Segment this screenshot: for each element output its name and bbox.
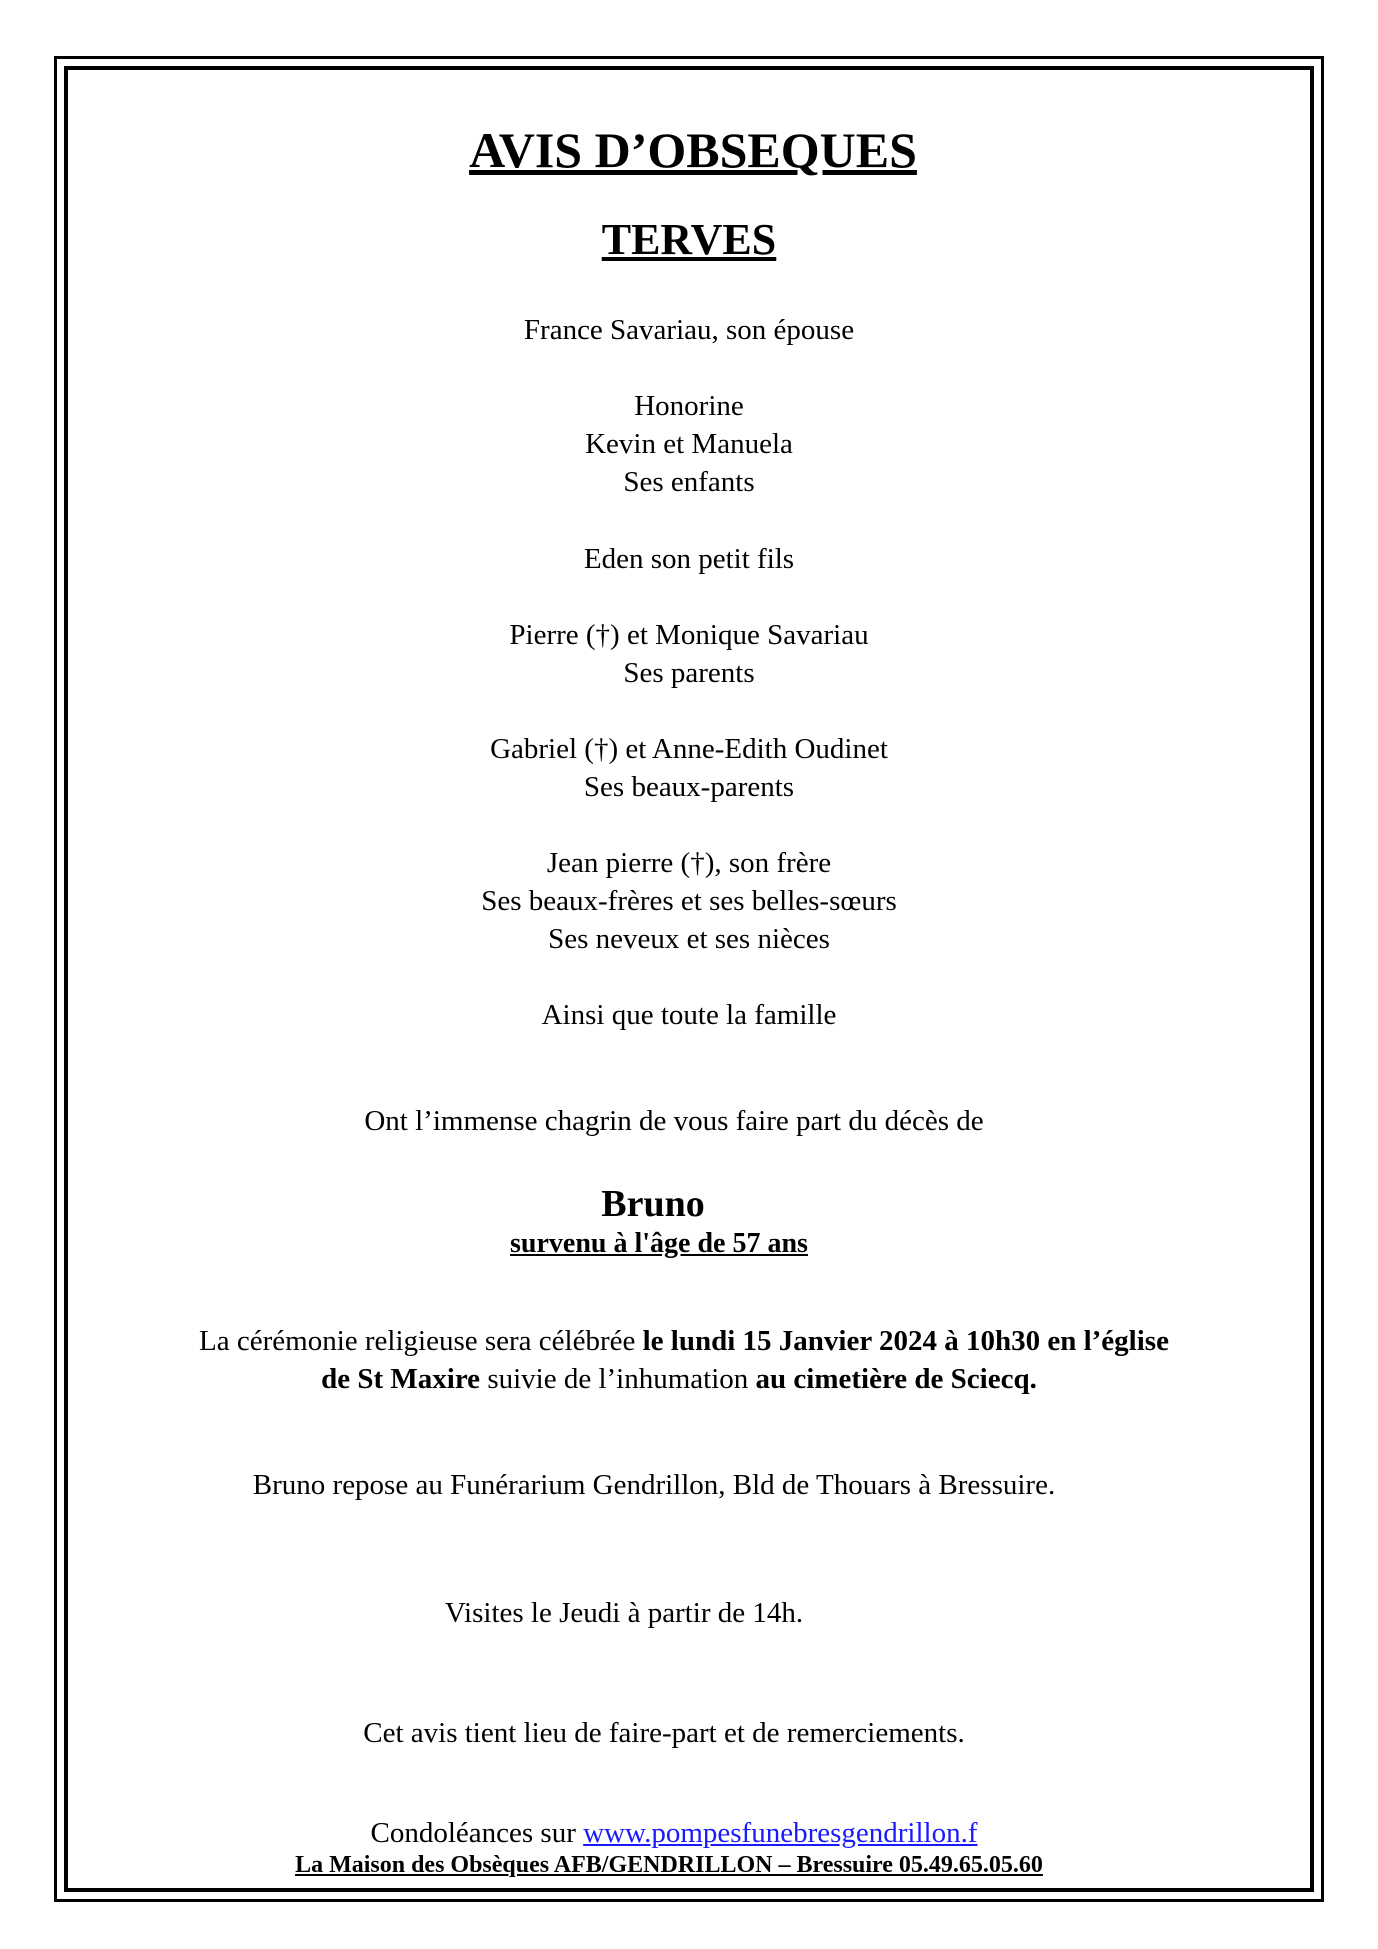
visits-line: Visites le Jeudi à partir de 14h. bbox=[444, 1597, 804, 1629]
inlaws-label: Ses beaux-parents bbox=[583, 771, 795, 803]
town-heading: TERVES bbox=[601, 215, 777, 264]
deceased-age-line bbox=[8, 1224, 1310, 1263]
ceremony-middle: suivie de l’inhumation bbox=[480, 1363, 756, 1395]
parents-names: Pierre (†) et Monique Savariau bbox=[509, 619, 869, 651]
nephews-line: Ses neveux et ses nièces bbox=[548, 923, 830, 955]
notice-content bbox=[68, 70, 1310, 1888]
inlaws-names: Gabriel (†) et Anne-Edith Oudinet bbox=[490, 733, 888, 765]
grandchild-line: Eden son petit fils bbox=[583, 543, 795, 575]
condolences-label: Condoléances sur bbox=[370, 1817, 584, 1849]
ceremony-line-1 bbox=[58, 1322, 1310, 1360]
deceased-name: Bruno bbox=[601, 1183, 705, 1225]
notice-title: AVIS D’OBSEQUES bbox=[469, 122, 917, 178]
deceased-age: survenu à l'âge de 57 ans bbox=[510, 1228, 808, 1259]
siblings-in-law-line: Ses beaux-frères et ses belles-sœurs bbox=[481, 885, 897, 917]
ceremony-intro: La cérémonie religieuse sera célébrée bbox=[199, 1325, 643, 1357]
funeral-home-footer: La Maison des Obsèques AFB/GENDRILLON – Bressuire 05.49.65.05.60 bbox=[295, 1852, 1043, 1878]
ceremony-line-2 bbox=[48, 1360, 1310, 1398]
brother-line: Jean pierre (†), son frère bbox=[546, 847, 832, 879]
condolences-link[interactable]: www.pompesfunebresgendrillon.f bbox=[583, 1817, 978, 1849]
rest-place-line: Bruno repose au Funérarium Gendrillon, Bld de Thouars à Bressuire. bbox=[252, 1469, 1056, 1501]
spouse-line: France Savariau, son épouse bbox=[523, 314, 855, 346]
closing-line: Cet avis tient lieu de faire-part et de remerciements. bbox=[363, 1717, 965, 1749]
ceremony-date-place-2: de St Maxire bbox=[321, 1363, 481, 1395]
child-line-2: Kevin et Manuela bbox=[585, 428, 793, 460]
condolences-line bbox=[38, 1814, 1310, 1852]
child-line-1: Honorine bbox=[634, 390, 744, 422]
ceremony-date-place-1: le lundi 15 Janvier 2024 à 10h30 en l’église bbox=[642, 1325, 1169, 1357]
children-label: Ses enfants bbox=[623, 466, 755, 498]
announcement-line: Ont l’immense chagrin de vous faire part du décès de bbox=[364, 1105, 984, 1137]
parents-label: Ses parents bbox=[623, 657, 755, 689]
whole-family-line: Ainsi que toute la famille bbox=[541, 999, 837, 1031]
ceremony-burial: au cimetière de Sciecq. bbox=[755, 1363, 1037, 1395]
